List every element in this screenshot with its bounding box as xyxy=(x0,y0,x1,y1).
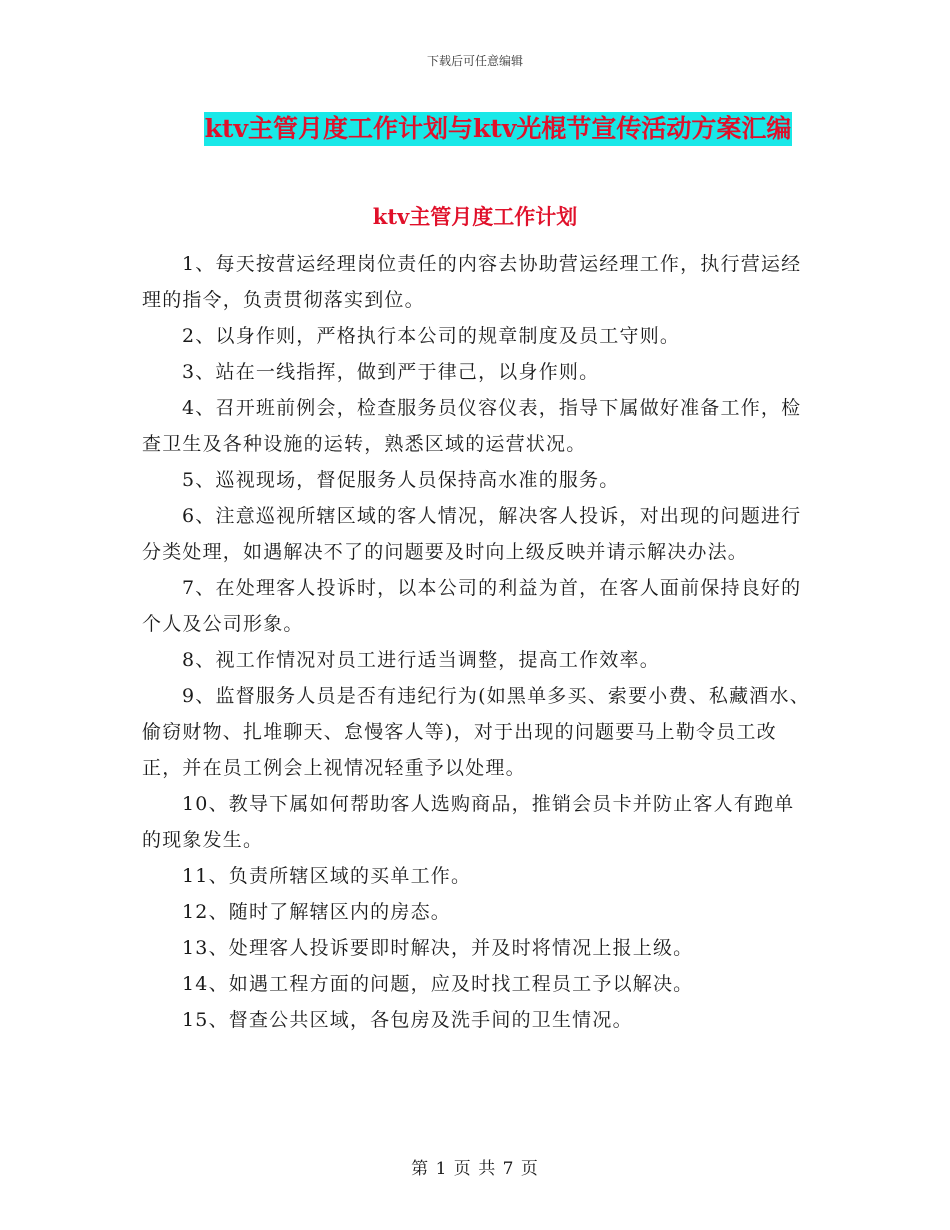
list-item: 10、教导下属如何帮助客人选购商品，推销会员卡并防止客人有跑单的现象发生。 xyxy=(142,793,795,851)
list-item: 14、如遇工程方面的问题，应及时找工程员工予以解决。 xyxy=(182,973,694,995)
list-item: 2、以身作则，严格执行本公司的规章制度及员工守则。 xyxy=(182,325,681,347)
list-item: 13、处理客人投诉要即时解决，并及时将情况上报上级。 xyxy=(182,937,694,959)
document-body xyxy=(142,246,814,1038)
list-item: 1、每天按营运经理岗位责任的内容去协助营运经理工作，执行营运经理的指令，负责贯彻落实到位。 xyxy=(142,253,802,311)
page-footer: 第 1 页 共 7 页 xyxy=(411,1159,539,1179)
list-item: 12、随时了解辖区内的房态。 xyxy=(182,901,451,923)
list-item: 9、监督服务人员是否有违纪行为(如黑单多买、索要小费、私藏酒水、偷窃财物、扎堆聊天、怠慢客人等)，对于出现的问题要马上勒令员工改正，并在员工例会上视情况轻重予以处理。 xyxy=(142,685,810,779)
list-item: 7、在处理客人投诉时，以本公司的利益为首，在客人面前保持良好的个人及公司形象。 xyxy=(142,577,802,635)
list-item: 6、注意巡视所辖区域的客人情况，解决客人投诉，对出现的问题进行分类处理，如遇解决不了的问题要及时向上级反映并请示解决办法。 xyxy=(142,505,802,563)
list-item: 4、召开班前例会，检查服务员仪容仪表，指导下属做好准备工作，检查卫生及各种设施的运转，熟悉区域的运营状况。 xyxy=(142,397,802,455)
list-item: 8、视工作情况对员工进行适当调整，提高工作效率。 xyxy=(182,649,660,671)
document-title-text: ktv主管月度工作计划与ktv光棍节宣传活动方案汇编 xyxy=(204,112,793,146)
list-item: 15、督查公共区域，各包房及洗手间的卫生情况。 xyxy=(182,1009,633,1031)
section-title: ktv主管月度工作计划 xyxy=(372,204,578,229)
document-title xyxy=(0,112,950,146)
list-item: 5、巡视现场，督促服务人员保持高水准的服务。 xyxy=(182,469,620,491)
list-item: 3、站在一线指挥，做到严于律己，以身作则。 xyxy=(182,361,600,383)
list-item: 11、负责所辖区域的买单工作。 xyxy=(182,865,472,887)
header-note: 下载后可任意编辑 xyxy=(426,54,523,68)
